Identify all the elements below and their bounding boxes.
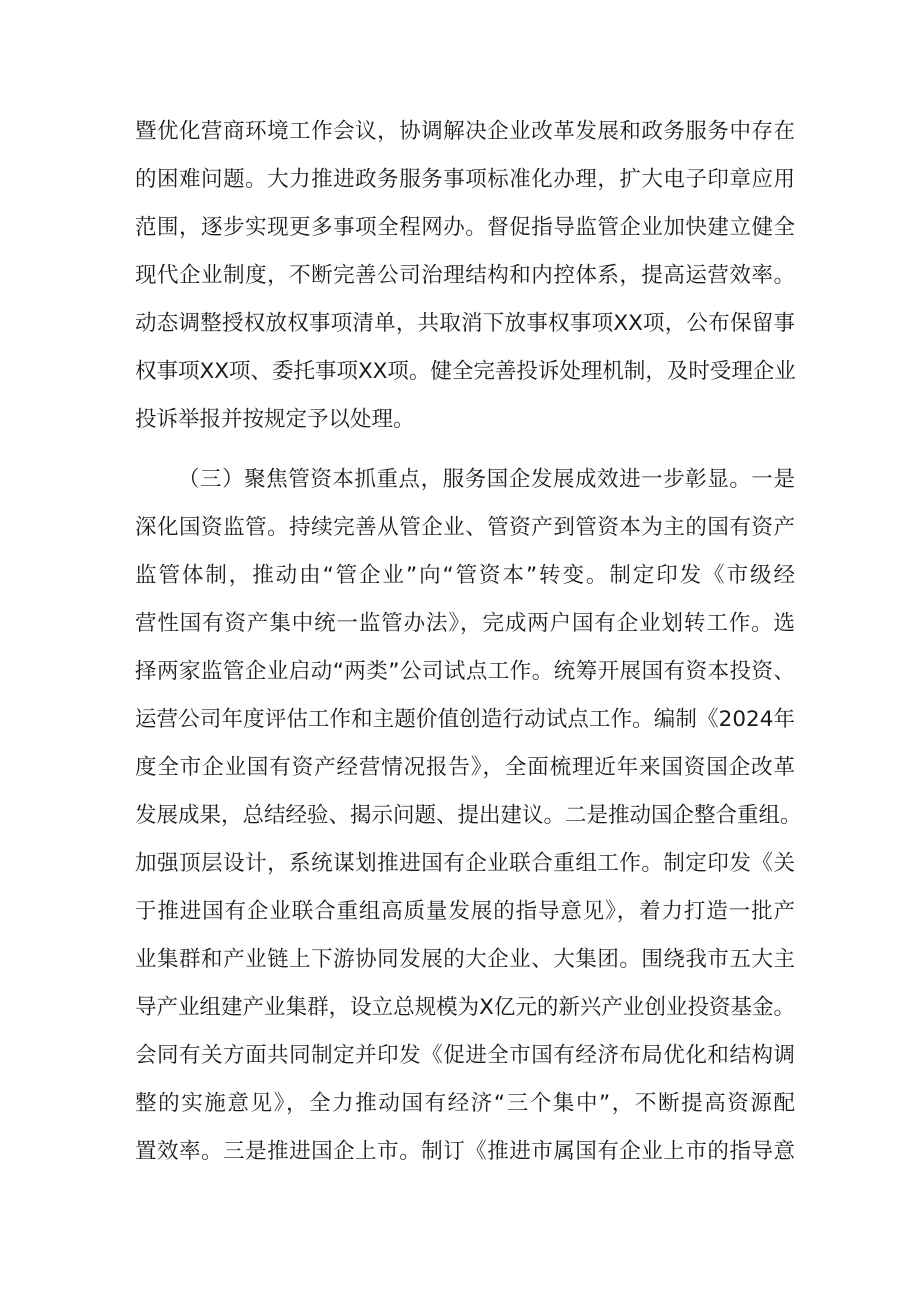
text-line: 投诉举报并按规定予以处理。 [135, 407, 415, 432]
text-line: 暨优化营商环境工作会议，协调解决企业改革发展和政务服务中存在 [135, 119, 795, 144]
text-line: 监管体制，推动由“管企业”向“管资本”转变。制定印发《市级经 [135, 563, 795, 588]
text-line: 营性国有资产集中统一监管办法》，完成两户国有企业划转工作。选 [135, 611, 795, 636]
text-line: 导产业组建产业集群，设立总规模为X亿元的新兴产业创业投资基金。 [135, 995, 795, 1020]
text-line: 整的实施意见》，全力推动国有经济“三个集中”，不断提高资源配 [135, 1091, 795, 1116]
text-line: 的困难问题。大力推进政务服务事项标准化办理，扩大电子印章应用 [135, 167, 795, 192]
text-line: 范围，逐步实现更多事项全程网办。督促指导监管企业加快建立健全 [135, 215, 795, 240]
text-line: 权事项XX项、委托事项XX项。健全完善投诉处理机制，及时受理企业 [135, 359, 796, 384]
text-line: 度全市企业国有资产经营情况报告》，全面梳理近年来国资国企改革 [135, 755, 795, 780]
text-line: 深化国资监管。持续完善从管企业、管资产到管资本为主的国有资产 [135, 515, 795, 540]
text-line: 运营公司年度评估工作和主题价值创造行动试点工作。编制《2024年 [135, 707, 795, 732]
text-line: 于推进国有企业联合重组高质量发展的指导意见》，着力打造一批产 [135, 899, 795, 924]
text-line: 业集群和产业链上下游协同发展的大企业、大集团。围绕我市五大主 [135, 947, 795, 972]
text-line: 发展成果，总结经验、揭示问题、提出建议。二是推动国企整合重组。 [135, 803, 802, 828]
text-line: 置效率。三是推进国企上市。制订《推进市属国有企业上市的指导意 [135, 1139, 795, 1164]
text-line: 加强顶层设计，系统谋划推进国有企业联合重组工作。制定印发《关 [135, 851, 795, 876]
text-line: 现代企业制度，不断完善公司治理结构和内控体系，提高运营效率。 [135, 263, 795, 288]
text-line: 动态调整授权放权事项清单，共取消下放事权事项XX项，公布保留事 [135, 311, 795, 336]
text-line: 会同有关方面共同制定并印发《促进全市国有经济布局优化和结构调 [135, 1043, 795, 1068]
section-heading-line: （三）聚焦管资本抓重点，服务国企发展成效进一步彰显。一是 [178, 467, 795, 492]
text-line: 择两家监管企业启动“两类”公司试点工作。统筹开展国有资本投资、 [135, 659, 795, 684]
